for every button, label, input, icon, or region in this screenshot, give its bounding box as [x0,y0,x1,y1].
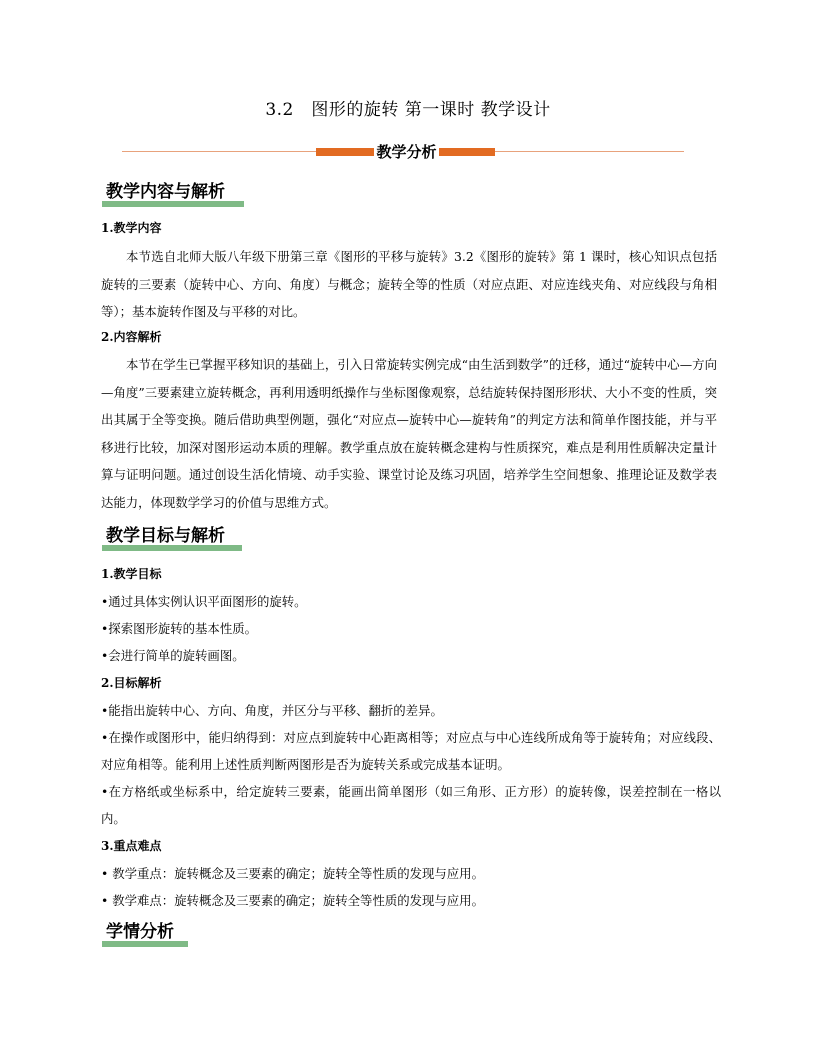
goal-item-1: •通过具体实例认识平面图形的旋转。 [101,594,307,609]
subheading-goal-analysis: 2.目标解析 [101,676,162,690]
key-point-item: • 教学重点：旋转概念及三要素的确定；旋转全等性质的发现与应用。 [101,866,484,881]
subheading-teaching-goals: 1.教学目标 [101,567,162,581]
section-banner [122,140,684,164]
subheading-content-analysis: 2.内容解析 [101,330,162,344]
section-heading-learners [102,920,188,948]
paragraph-teaching-content: 本节选自北师大版八年级下册第三章《图形的平移与旋转》3.2《图形的旋转》第 1 课时，核心知识点包括旋转的三要素（旋转中心、方向、角度）与概念；旋转全等的性质（对应点距、对应连线夹角、对应线段与角相等）；基本旋转作图及与平移的对比。 [101,249,717,319]
goal-item-2: •探索图形旋转的基本性质。 [101,621,257,636]
section-heading-text: 教学目标与解析 [106,526,225,546]
document-title: 3.2 图形的旋转 第一课时 教学设计 [265,100,551,120]
analysis-item-3: •在方格纸或坐标系中，给定旋转三要素，能画出简单图形（如三角形、正方形）的旋转像，误差控制在一格以内。 [101,784,721,826]
paragraph-content-analysis: 本节在学生已掌握平移知识的基础上，引入日常旋转实例完成“由生活到数学”的迁移，通过“旋转中心—方向—角度”三要素建立旋转概念，再利用透明纸操作与坐标图像观察，总结旋转保持图形形状、大小不变的性质，突出其属于全等变换。随后借助典型例题，强化“对应点—旋转中心—旋转角”的判定方法和简单作图技能，并与平移进行比较，加深对图形运动本质的理解。教学重点放在旋转概念建构与性质探究，难点是利用性质解决定量计算与证明问题。通过创设生活化情境、动手实验、课堂讨论及练习巩固，培养学生空间想象、推理论证及数学表达能力，体现数学学习的价值与思维方式。 [101,357,717,510]
analysis-item-1: •能指出旋转中心、方向、角度，并区分与平移、翻折的差异。 [101,703,443,718]
goal-item-3: •会进行简单的旋转画图。 [101,648,245,663]
banner-bar-left [316,148,374,156]
analysis-item-2: •在操作或图形中，能归纳得到：对应点到旋转中心距离相等；对应点与中心连线所成角等于旋转角；对应线段、对应角相等。能利用上述性质判断两图形是否为旋转关系或完成基本证明。 [101,730,721,772]
section-heading-content [102,180,244,208]
subheading-key-points: 3.重点难点 [101,839,162,853]
section-heading-text: 学情分析 [106,922,174,942]
subheading-teaching-content: 1.教学内容 [101,221,162,235]
difficulty-item: • 教学难点：旋转概念及三要素的确定；旋转全等性质的发现与应用。 [101,893,484,908]
banner-label: 教学分析 [374,140,439,164]
section-heading-goals [102,524,242,552]
banner-bar-right [439,148,495,156]
section-heading-text: 教学内容与解析 [106,182,225,202]
